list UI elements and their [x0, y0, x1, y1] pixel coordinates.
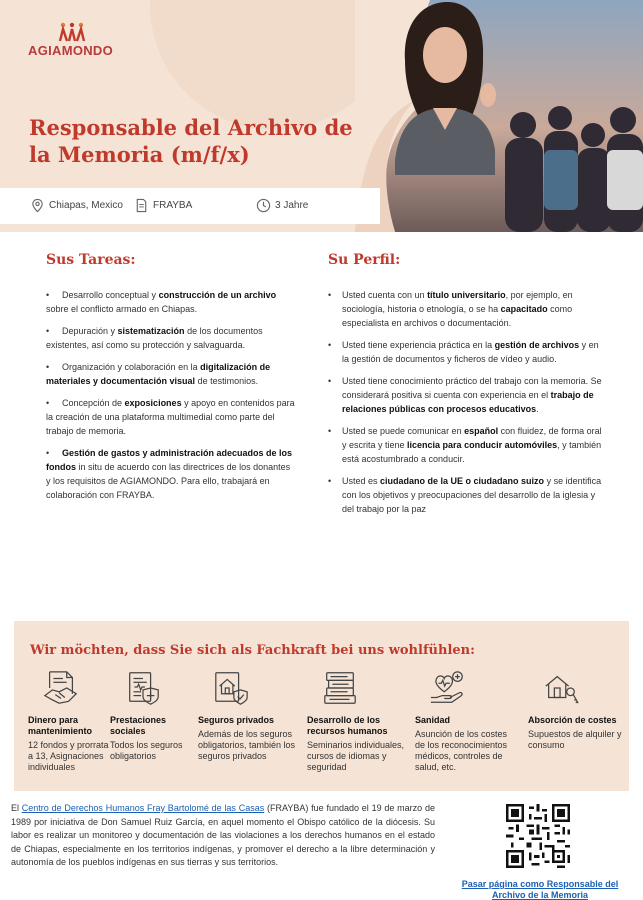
- list-item: • Concepción de exposiciones y apoyo en contenidos para la creación de una plataforma multimedial como parte del trabajo de memoria.: [46, 398, 295, 436]
- location-pin-icon: [30, 198, 45, 213]
- about-organization: El Centro de Derechos Humanos Fray Bartolomé de las Casas (FRAYBA) fue fundado el 19 de marzo de 1989 por iniciativa de Don Samuel Ruiz García, en aquel momento el Obispo católico de la diócesis. Su labor es realizar un monitoreo y documentación de las violaciones a los derechos humanos en el estado de Chiapas, especialmente en los territorios indígenas, y promover el derecho a la libre determinación y autonomía de los pueblos indígenas en sus tierras y sus territorios.: [11, 803, 435, 867]
- benefit-item: [415, 669, 511, 773]
- books-icon: [321, 669, 359, 707]
- tasks-list: [46, 288, 296, 502]
- tasks-title: Sus Tareas:: [46, 252, 136, 268]
- header-photo: [355, 0, 643, 232]
- list-item: • Organización y colaboración en la digitalización de materiales y documentación visual de testimonios.: [46, 362, 271, 386]
- list-item: • Usted tiene experiencia práctica en la gestión de archivos y en la gestión de documentos y ficheros de vídeo y audio.: [328, 340, 599, 364]
- list-item: • Gestión de gastos y administración adecuados de los fondos in situ de acuerdo con las directrices de los donantes y los requisitos de AGIAMONDO. Para ello, trabajará en colaboración con FRAYBA.: [46, 448, 293, 500]
- house-shield-icon: [212, 669, 250, 707]
- document-icon: [134, 198, 149, 213]
- handshake-document-icon: [42, 669, 80, 707]
- header-banner: [0, 0, 643, 232]
- clock-icon: [256, 198, 271, 213]
- benefits-title: Wir möchten, dass Sie sich als Fachkraft bei uns wohlfühlen:: [30, 643, 475, 658]
- benefits-panel: [14, 621, 629, 791]
- benefit-desc: Además de los seguros obligatorios, también los seguros privados: [198, 729, 296, 761]
- benefit-item: [198, 669, 298, 762]
- meta-location: [30, 198, 123, 213]
- list-item: • Depuración y sistematización de los documentos existentes, así como su protección y salvaguarda.: [46, 326, 263, 350]
- heart-hand-icon: [429, 669, 467, 707]
- benefit-desc: Asunción de los costes de los reconocimientos médicos, controles de salud, etc.: [415, 729, 508, 772]
- meta-organization: [134, 198, 192, 213]
- benefit-name: Seguros privados: [198, 715, 275, 725]
- benefit-item: [307, 669, 405, 773]
- benefit-name: Prestaciones sociales: [110, 715, 167, 736]
- benefit-name: Dinero para mantenimiento: [28, 715, 93, 736]
- meta-duration: [256, 198, 308, 213]
- benefit-item: [28, 669, 110, 773]
- tasks-section: [46, 252, 296, 510]
- benefit-name: Desarrollo de los recursos humanos: [307, 715, 388, 736]
- list-item: • Usted se puede comunicar en español con fluidez, de forma oral y escrita y tiene licencia para conducir automóviles, y también está acostumbrado a conducir.: [328, 426, 602, 464]
- medical-document-icon: [124, 669, 162, 707]
- job-meta-bar: [0, 188, 380, 224]
- benefit-item: [110, 669, 190, 762]
- list-item: • Desarrollo conceptual y construcción de un archivo sobre el conflicto armado en Chiapas.: [46, 290, 277, 314]
- profile-title: Su Perfil:: [328, 252, 401, 268]
- job-title: Responsable del Archivo de la Memoria (m/f/x): [29, 115, 353, 167]
- benefit-desc: Supuestos de alquiler y consumo: [528, 729, 622, 750]
- benefit-name: Absorción de costes: [528, 715, 617, 725]
- brand-logo[interactable]: [28, 22, 128, 58]
- profile-section: [328, 252, 608, 524]
- meta-location-text: Chiapas, Mexico: [49, 200, 123, 211]
- benefit-desc: Seminarios individuales, cursos de idiomas y seguridad: [307, 740, 405, 772]
- meta-organization-text: FRAYBA: [153, 200, 193, 211]
- agiamondo-logo-icon: [58, 22, 86, 42]
- benefit-name: Sanidad: [415, 715, 451, 725]
- benefit-desc: 12 fondos y prorrata a 13, Asignaciones individuales: [28, 740, 109, 772]
- frayba-link[interactable]: Centro de Derechos Humanos Fray Bartolomé de las Casas: [21, 803, 265, 813]
- meta-duration-text: 3 Jahre: [275, 200, 309, 211]
- page-link[interactable]: Pasar página como Responsable del Archivo de la Memoria: [461, 879, 619, 900]
- list-item: • Usted tiene conocimiento práctico del trabajo con la memoria. Se considerará positiva si cuenta con experiencia en el trabajo de relaciones públicas con procesos educativos.: [328, 376, 602, 414]
- benefit-item: [528, 669, 624, 751]
- list-item: • Usted es ciudadano de la UE o ciudadano suizo y se identifica con los objetivos y preocupaciones del desarrollo de la iglesia y del trabajo por la paz: [328, 476, 602, 514]
- qr-code-icon[interactable]: [506, 804, 570, 868]
- profile-list: [328, 288, 608, 516]
- brand-name: AGIAMONDO: [28, 43, 114, 58]
- benefit-desc: Todos los seguros obligatorios: [110, 740, 183, 761]
- house-key-icon: [542, 669, 580, 707]
- list-item: • Usted cuenta con un título universitario, por ejemplo, en sociología, historia o etnología, o se ha capacitado como especialista en archivos o documentación.: [328, 290, 573, 328]
